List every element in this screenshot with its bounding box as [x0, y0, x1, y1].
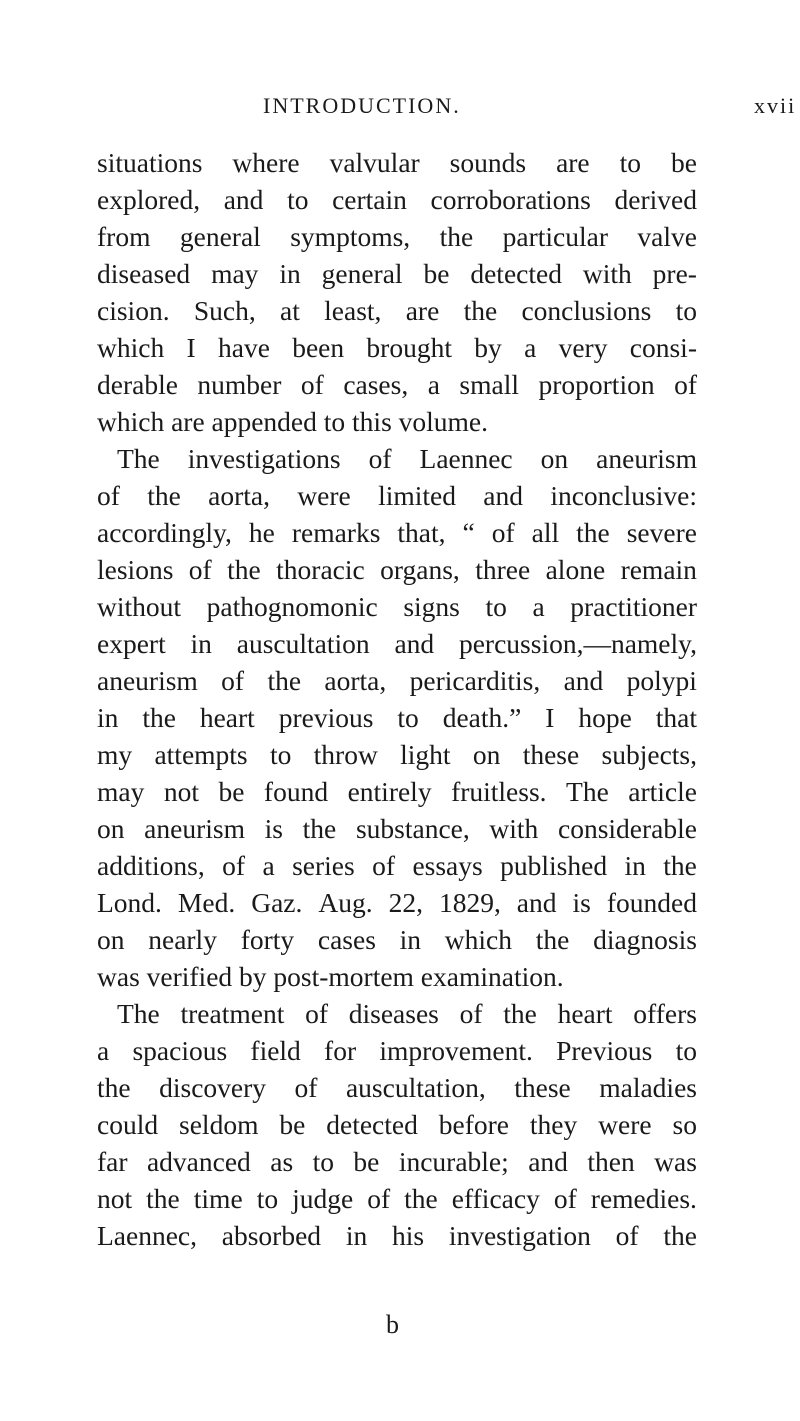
word: explored,: [97, 184, 201, 215]
word: of: [294, 1072, 318, 1103]
text-line: [97, 1070, 697, 1106]
word: inconclusive:: [550, 480, 697, 511]
word: lesions: [97, 554, 174, 585]
word: published: [500, 850, 608, 881]
word: have: [217, 332, 270, 363]
text-line: [97, 293, 697, 329]
word: to: [675, 1035, 697, 1066]
word: he: [248, 517, 275, 548]
text-line: [97, 256, 697, 292]
word: symptoms,: [290, 221, 411, 252]
word: the: [142, 702, 176, 733]
text-line: [97, 1218, 697, 1254]
word: remedies.: [590, 1183, 697, 1214]
word: of: [368, 443, 392, 474]
text-line: [97, 515, 697, 551]
word: could: [97, 1109, 159, 1140]
word: discovery: [159, 1072, 267, 1103]
word: of: [459, 998, 483, 1029]
word: incurable;: [398, 1146, 509, 1177]
word: then: [587, 1146, 635, 1177]
word: on: [97, 813, 125, 844]
word: spacious: [132, 1035, 228, 1066]
word: particular: [502, 221, 608, 252]
word: Aug.: [318, 887, 373, 918]
word: 22,: [388, 887, 423, 918]
word: field: [250, 1035, 301, 1066]
word: practitioner: [570, 591, 697, 622]
word: Laennec,: [97, 1220, 197, 1251]
word: the: [535, 924, 570, 955]
word: so: [672, 1109, 697, 1140]
word: Lond.: [97, 887, 162, 918]
word: of: [372, 850, 396, 881]
word: which: [97, 332, 165, 363]
text-line: [97, 811, 697, 847]
word: be: [353, 1146, 380, 1177]
word: the: [663, 1220, 697, 1251]
word: pathognomonic: [206, 591, 378, 622]
word: hope: [578, 702, 632, 733]
text-line: [97, 219, 697, 255]
word: essays: [412, 850, 483, 881]
text-line: [97, 663, 697, 699]
word: on: [472, 739, 501, 770]
word: and: [516, 887, 557, 918]
word: corroborations: [430, 184, 591, 215]
word: alone: [545, 554, 606, 585]
word: the: [503, 998, 537, 1029]
word: from: [97, 221, 151, 252]
text-line: was verified by post-mortem examination.: [97, 961, 564, 992]
text-line: [97, 922, 697, 958]
word: detected: [470, 258, 562, 289]
word: of: [553, 1183, 577, 1214]
word: proportion: [538, 369, 655, 400]
word: heart: [557, 998, 613, 1029]
word: aneurism: [596, 443, 697, 474]
word: auscultation: [236, 628, 370, 659]
word: by: [474, 332, 502, 363]
word: to: [312, 1146, 334, 1177]
word: light: [400, 739, 451, 770]
word: is: [572, 887, 591, 918]
page-header: [263, 93, 800, 123]
word: with: [582, 258, 632, 289]
word: my: [97, 739, 133, 770]
word: of: [188, 554, 212, 585]
word: treatment: [180, 998, 285, 1029]
word: far: [97, 1146, 128, 1177]
word: cision.: [97, 295, 170, 326]
word: percussion,—namely,: [458, 628, 697, 659]
word: remarks: [291, 517, 381, 548]
word: these: [514, 1072, 571, 1103]
word: certain: [332, 184, 407, 215]
word: “: [462, 517, 475, 548]
text-line: [97, 848, 697, 884]
text-line: [97, 330, 697, 366]
word: the: [302, 813, 337, 844]
word: in: [190, 628, 212, 659]
word: absorbed: [221, 1220, 322, 1251]
word: without: [97, 591, 182, 622]
word: general: [321, 258, 403, 289]
word: in: [97, 702, 119, 733]
word: article: [628, 776, 697, 807]
word: be: [218, 776, 245, 807]
word: very: [558, 332, 608, 363]
word: The: [566, 776, 609, 807]
word: of: [491, 517, 515, 548]
word: that: [655, 702, 697, 733]
running-title: INTRODUCTION.: [263, 93, 461, 118]
word: of: [674, 369, 697, 400]
word: and: [528, 1146, 568, 1177]
word: the: [146, 1183, 180, 1214]
word: of: [305, 998, 328, 1029]
word: throw: [313, 739, 378, 770]
word: the: [439, 221, 474, 252]
word: they: [529, 1109, 578, 1140]
word: 1829,: [438, 887, 501, 918]
text-line: [97, 1107, 697, 1143]
word: three: [475, 554, 531, 585]
text-line: [97, 1144, 697, 1180]
word: time: [193, 1183, 243, 1214]
word: the: [576, 517, 610, 548]
word: organs,: [380, 554, 460, 585]
word: of: [367, 1183, 391, 1214]
word: polypi: [626, 665, 697, 696]
word: seldom: [179, 1109, 259, 1140]
word: and: [223, 184, 264, 215]
word: nearly: [148, 924, 217, 955]
word: valvular: [329, 147, 420, 178]
text-line: [97, 478, 697, 514]
word: to: [287, 184, 309, 215]
word: the: [663, 850, 697, 881]
word: general: [179, 221, 261, 252]
word: offers: [633, 998, 697, 1029]
word: heart: [199, 702, 255, 733]
text-line: [97, 885, 697, 921]
word: subjects,: [601, 739, 697, 770]
signature-mark: b: [386, 1310, 399, 1339]
word: conclusions: [521, 295, 652, 326]
text-line: [97, 182, 697, 218]
word: fruitless.: [451, 776, 547, 807]
word: efficacy: [451, 1183, 540, 1214]
word: valve: [637, 221, 697, 252]
word: limited: [378, 480, 456, 511]
word: Such,: [193, 295, 256, 326]
word: severe: [626, 517, 697, 548]
text-line: [97, 700, 697, 736]
word: attempts: [154, 739, 248, 770]
word: the: [404, 1183, 438, 1214]
word: diagnosis: [593, 924, 697, 955]
word: I: [186, 332, 196, 363]
word: Previous: [556, 1035, 653, 1066]
word: in: [399, 924, 422, 955]
word: not: [163, 776, 199, 807]
word: for: [324, 1035, 357, 1066]
word: found: [263, 776, 329, 807]
word: signs: [403, 591, 460, 622]
word: diseases: [348, 998, 439, 1029]
word: pericarditis,: [409, 665, 541, 696]
word: of: [222, 850, 246, 881]
word: a: [524, 332, 537, 363]
word: advanced: [146, 1146, 251, 1177]
word: additions,: [97, 850, 205, 881]
word: be: [671, 147, 697, 178]
word: Med.: [177, 887, 236, 918]
word: a: [532, 591, 545, 622]
word: on: [540, 443, 569, 474]
word: been: [292, 332, 345, 363]
word: to: [619, 147, 642, 178]
word: where: [232, 147, 300, 178]
word: the: [267, 665, 302, 696]
word: to: [256, 1183, 279, 1214]
word: expert: [97, 628, 166, 659]
word: these: [522, 739, 580, 770]
word: judge: [292, 1183, 354, 1214]
text-line: [117, 996, 697, 1032]
word: series: [292, 850, 355, 881]
page-number: xvii: [754, 93, 797, 118]
word: aneurism: [97, 665, 198, 696]
word: investigation: [448, 1220, 591, 1251]
word: and: [563, 665, 604, 696]
word: derived: [614, 184, 697, 215]
word: considerable: [557, 813, 697, 844]
word: of: [97, 480, 120, 511]
text-line: [97, 145, 697, 181]
word: a: [262, 850, 275, 881]
text-line: [117, 441, 697, 477]
word: are: [556, 147, 590, 178]
word: entirely: [347, 776, 432, 807]
word: in: [624, 850, 646, 881]
word: not: [97, 1183, 133, 1214]
word: consi-: [629, 332, 697, 363]
word: of: [300, 369, 324, 400]
word: the: [97, 1072, 131, 1103]
word: accordingly,: [97, 517, 232, 548]
text-line: [97, 774, 697, 810]
word: investigations: [187, 443, 341, 474]
word: be: [279, 1109, 306, 1140]
word: a: [97, 1035, 110, 1066]
word: remain: [620, 554, 697, 585]
word: the: [227, 554, 261, 585]
text-line: [97, 1181, 697, 1217]
word: derable: [97, 369, 178, 400]
word: small: [459, 369, 519, 400]
word: detected: [326, 1109, 418, 1140]
word: were: [598, 1109, 652, 1140]
word: founded: [606, 887, 697, 918]
word: with: [489, 813, 539, 844]
word: to: [269, 739, 292, 770]
word: at: [280, 295, 300, 326]
word: aorta,: [324, 665, 387, 696]
word: and: [394, 628, 435, 659]
text-line: [97, 626, 697, 662]
word: that,: [397, 517, 446, 548]
word: maladies: [599, 1072, 697, 1103]
word: of: [615, 1220, 639, 1251]
word: The: [117, 443, 160, 474]
word: were: [297, 480, 351, 511]
word: all: [531, 517, 560, 548]
word: may: [211, 258, 259, 289]
word: number: [197, 369, 282, 400]
word: The: [117, 998, 160, 1029]
text-line: [97, 737, 697, 773]
word: Laennec: [419, 443, 513, 474]
word: is: [264, 813, 283, 844]
word: Gaz.: [251, 887, 303, 918]
word: may: [97, 776, 145, 807]
text-line: [97, 552, 697, 588]
text-line: [97, 1033, 697, 1069]
word: as: [270, 1146, 294, 1177]
text-line: [97, 367, 697, 403]
word: brought: [366, 332, 452, 363]
word: forty: [240, 924, 295, 955]
word: a: [427, 369, 440, 400]
word: aneurism: [144, 813, 245, 844]
word: before: [438, 1109, 509, 1140]
word: thoracic: [276, 554, 365, 585]
word: on: [97, 924, 125, 955]
word: to: [397, 702, 419, 733]
word: in: [279, 258, 301, 289]
word: substance,: [355, 813, 470, 844]
word: aorta,: [208, 480, 270, 511]
word: auscultation,: [345, 1072, 486, 1103]
word: in: [345, 1220, 368, 1251]
word: to: [485, 591, 507, 622]
word: death.”: [442, 702, 522, 733]
word: pre-: [652, 258, 697, 289]
word: was: [654, 1146, 697, 1177]
word: sounds: [449, 147, 527, 178]
word: diseased: [97, 258, 191, 289]
word: are: [405, 295, 440, 326]
word: the: [147, 480, 181, 511]
word: be: [423, 258, 450, 289]
word: I: [545, 702, 555, 733]
word: situations: [97, 147, 203, 178]
word: the: [463, 295, 498, 326]
word: least,: [324, 295, 382, 326]
word: of: [221, 665, 245, 696]
word: to: [675, 295, 697, 326]
word: improvement.: [379, 1035, 533, 1066]
word: previous: [278, 702, 374, 733]
word: cases: [317, 924, 376, 955]
text-line: [97, 589, 697, 625]
word: cases,: [343, 369, 409, 400]
word: his: [391, 1220, 425, 1251]
text-line: which are appended to this volume.: [97, 406, 489, 437]
word: and: [483, 480, 524, 511]
word: which: [444, 924, 512, 955]
